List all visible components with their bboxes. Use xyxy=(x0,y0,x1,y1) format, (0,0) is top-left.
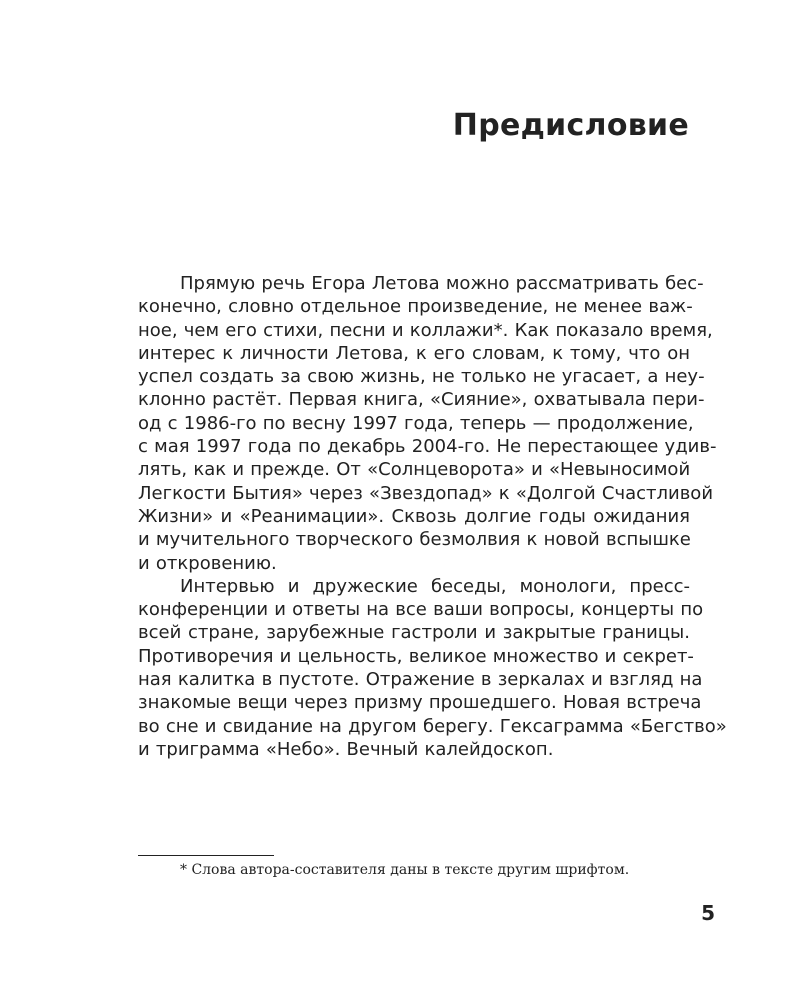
text-line: и мучительного творческого безмолвия к новой вспышке xyxy=(138,529,691,551)
text-line: Легкости Бытия» через «Звездопад» к «Долгой Счастливой xyxy=(138,482,714,504)
text-line: лять, как и прежде. От «Солнцеворота» и «Невыносимой xyxy=(138,459,691,481)
text-line: ная калитка в пустоте. Отражение в зеркалах и взгляд на xyxy=(138,669,703,691)
text-line: Противоречия и цельность, великое множество и секрет- xyxy=(138,645,694,667)
text-line: од с 1986-го по весну 1997 года, теперь — продолжение, xyxy=(138,412,694,434)
footnote: * Слова автора-составителя даны в тексте другим шрифтом. xyxy=(180,862,630,878)
text-line: успел создать за свою жизнь, не только не угасает, а неу- xyxy=(138,366,705,388)
paragraph-1 xyxy=(138,272,717,575)
page-title: Предисловие xyxy=(452,108,689,143)
text-line: интерес к личности Летова, к его словам, к тому, что он xyxy=(138,342,690,364)
text-line: конференции и ответы на все ваши вопросы, концерты по xyxy=(138,599,704,621)
text-line: Жизни» и «Реанимации». Сквозь долгие годы ожидания xyxy=(138,505,690,527)
text-line: ное, чем его стихи, песни и коллажи*. Как показало время, xyxy=(138,319,713,341)
text-line: и триграмма «Небо». Вечный калейдоскоп. xyxy=(138,738,554,760)
text-line: и откровению. xyxy=(138,552,277,574)
body-text xyxy=(138,272,727,761)
footnote-divider xyxy=(138,855,274,856)
text-line: конечно, словно отдельное произведение, не менее важ- xyxy=(138,296,693,318)
text-line: Прямую речь Егора Летова можно рассматривать бес- xyxy=(180,273,704,294)
paragraph-2 xyxy=(138,575,727,761)
text-line: клонно растёт. Первая книга, «Сияние», охватывала пери- xyxy=(138,389,705,411)
page-number: 5 xyxy=(701,901,715,925)
text-line: с мая 1997 года по декабрь 2004-го. Не перестающее удив- xyxy=(138,436,717,458)
text-line: знакомые вещи через призму прошедшего. Новая встреча xyxy=(138,692,702,714)
text-line: во сне и свидание на другом берегу. Гексаграмма «Бегство» xyxy=(138,715,727,737)
text-line: Интервью и дружеские беседы, монологи, пресс- xyxy=(180,575,690,597)
text-line: всей стране, зарубежные гастроли и закрытые границы. xyxy=(138,622,690,644)
